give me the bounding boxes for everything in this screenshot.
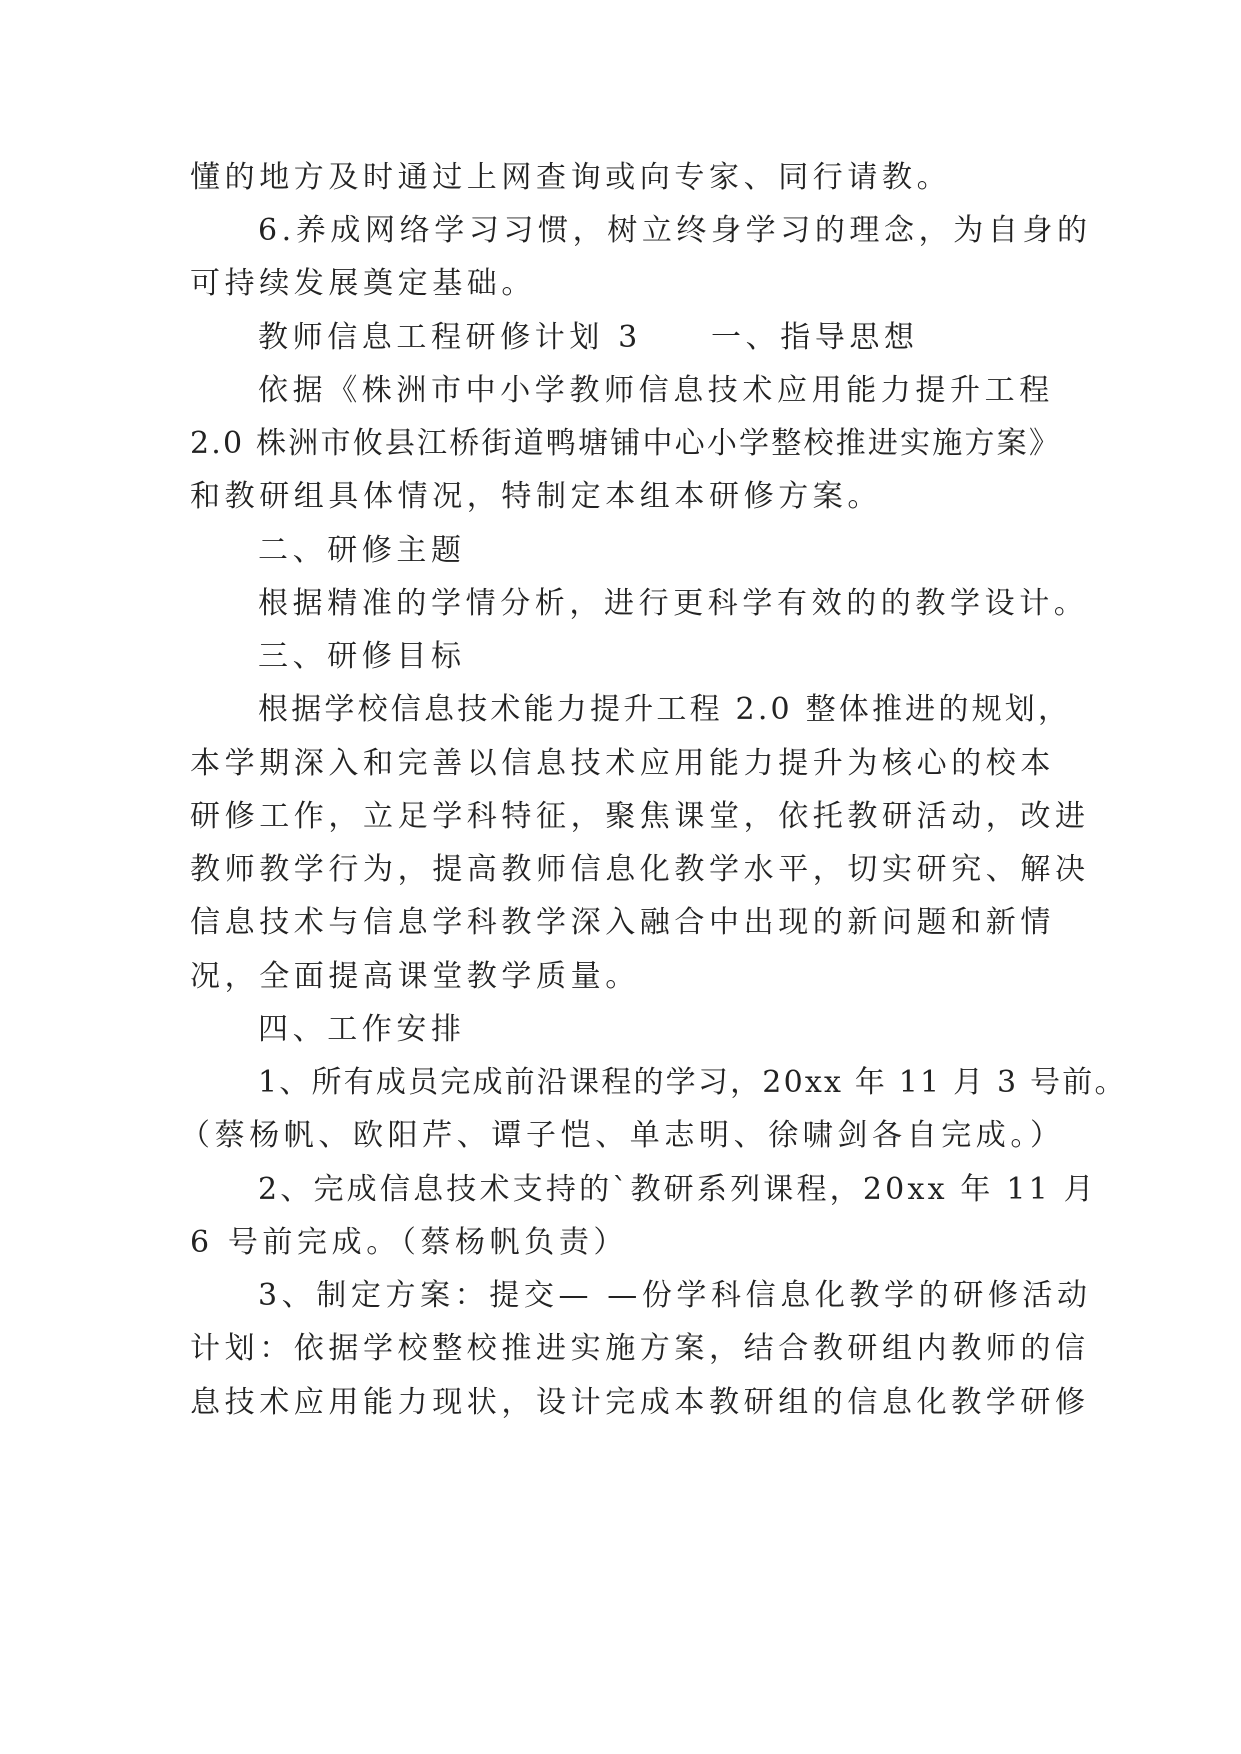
text-line: 教师教学行为，提高教师信息化教学水平，切实研究、解决 xyxy=(190,852,1090,887)
text-line: （蔡杨帆、欧阳芹、谭子恺、单志明、徐啸剑各自完成。） xyxy=(180,1118,1065,1153)
text-line: 3、制定方案：提交— —份学科信息化教学的研修活动 xyxy=(258,1278,1092,1313)
text-line: 息技术应用能力现状，设计完成本教研组的信息化教学研修 xyxy=(190,1385,1090,1420)
section-heading: 四、工作安排 xyxy=(258,1012,466,1047)
section-heading: 三、研修目标 xyxy=(258,639,466,674)
text-line: 2、完成信息技术支持的`教研系列课程，20xx 年 11 月 xyxy=(258,1172,1097,1207)
text-line: 况，全面提高课堂教学质量。 xyxy=(190,959,640,994)
text-line: 依据《株洲市中小学教师信息技术应用能力提升工程 xyxy=(258,373,1054,408)
section-heading: 二、研修主题 xyxy=(258,533,466,568)
text-line: 研修工作，立足学科特征，聚焦课堂，依托教研活动，改进 xyxy=(190,799,1090,834)
text-line: 1、所有成员完成前沿课程的学习，20xx 年 11 月 3 号前。 xyxy=(258,1065,1127,1100)
text-line: 和教研组具体情况，特制定本组本研修方案。 xyxy=(190,479,882,514)
text-line: 根据学校信息技术能力提升工程 2.0 整体推进的规划， xyxy=(258,692,1072,727)
text-line: 可持续发展奠定基础。 xyxy=(190,266,536,301)
text-line: 计划：依据学校整校推进实施方案，结合教研组内教师的信 xyxy=(190,1331,1090,1366)
text-line: 6.养成网络学习习惯，树立终身学习的理念，为自身的 xyxy=(258,213,1092,248)
text-line: 信息技术与信息学科教学深入融合中出现的新问题和新情 xyxy=(190,905,1055,940)
text-line: 6 号前完成。（蔡杨帆负责） xyxy=(190,1225,629,1260)
text-line: 2.0 株洲市攸县江桥街道鸭塘铺中心小学整校推进实施方案》 xyxy=(190,426,1062,461)
text-line: 懂的地方及时通过上网查询或向专家、同行请教。 xyxy=(190,160,952,195)
text-line: 根据精准的学情分析，进行更科学有效的的教学设计。 xyxy=(258,586,1089,621)
text-line: 本学期深入和完善以信息技术应用能力提升为核心的校本 xyxy=(190,746,1055,781)
section-heading: 教师信息工程研修计划 3 一、指导思想 xyxy=(258,320,919,355)
